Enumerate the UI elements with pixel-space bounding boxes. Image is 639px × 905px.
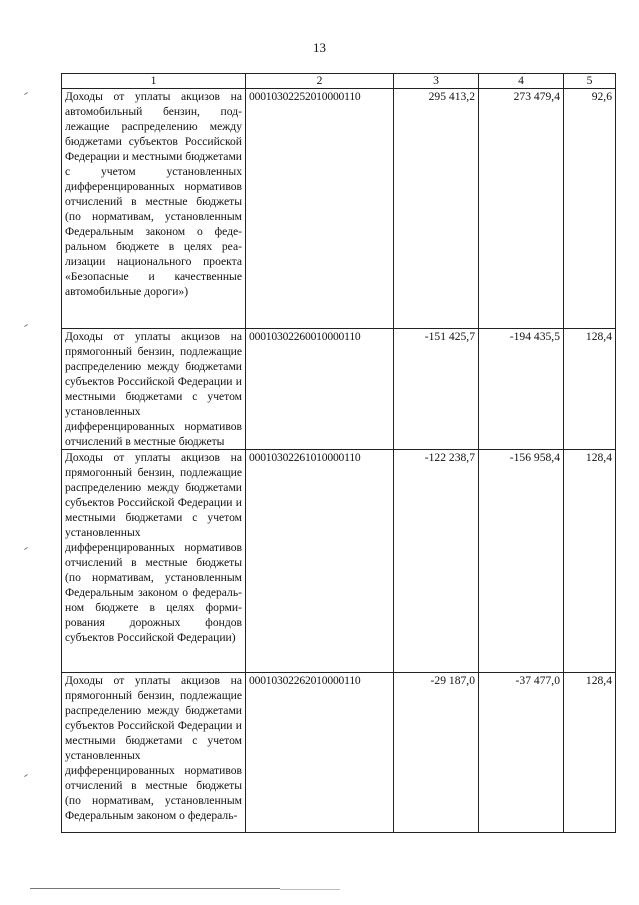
column-header-4: 4: [479, 74, 564, 89]
scan-mark: [24, 324, 28, 327]
scan-mark: [24, 547, 28, 550]
income-description: Доходы от уплаты акцизов на прямогонный бензин, подлежащие распределению между бюджетами субъектов Российской Федерации и местными бюджетами с учетом установленных дифференцированных нормативов отчислений в местные бюджеты (по нормативам, установленным Федеральным законом о федераль-: [62, 673, 246, 833]
budget-classification-code: 00010302252010000110: [246, 89, 394, 329]
value-column-3: -151 425,7: [394, 329, 479, 450]
scan-edge-line: [280, 889, 340, 890]
value-column-4: -156 958,4: [479, 450, 564, 673]
column-header-5: 5: [564, 74, 616, 89]
table-row: [62, 450, 616, 673]
value-column-5: 128,4: [564, 329, 616, 450]
column-header-1: 1: [62, 74, 246, 89]
table-row: [62, 329, 616, 450]
value-column-5: 128,4: [564, 450, 616, 673]
value-column-3: -29 187,0: [394, 673, 479, 833]
value-column-4: 273 479,4: [479, 89, 564, 329]
budget-classification-code: 00010302262010000110: [246, 673, 394, 833]
income-description: Доходы от уплаты акцизов на прямогонный бензин, подлежащие распределению между бюджетами субъектов Российской Федерации и местными бюджетами с учетом установленных дифференцированных нормативов отчислений в местные бюджеты: [62, 329, 246, 450]
scan-mark: [24, 92, 28, 95]
scan-edge-line: [30, 888, 280, 889]
value-column-3: 295 413,2: [394, 89, 479, 329]
revenue-table: [61, 73, 616, 833]
column-header-3: 3: [394, 74, 479, 89]
table-header: [62, 74, 616, 89]
budget-classification-code: 00010302260010000110: [246, 329, 394, 450]
value-column-4: -194 435,5: [479, 329, 564, 450]
value-column-5: 128,4: [564, 673, 616, 833]
scan-mark: [24, 774, 28, 777]
value-column-5: 92,6: [564, 89, 616, 329]
column-header-2: 2: [246, 74, 394, 89]
income-description: Доходы от уплаты акцизов на автомобильный бензин, подлежащие распределению между бюджетами субъектов Российской Федерации и местными бюджетами с учетом установленных дифференцированных нормативов отчислений в местные бюджеты (по нормативам, установленным Федеральным законом о федеральном бюджете в целях реализации национального проекта «Безопасные и качественные автомобильные дороги»): [62, 89, 246, 329]
table-row: [62, 673, 616, 833]
income-description: Доходы от уплаты акцизов на прямогонный бензин, подлежащие распределению между бюджетами субъектов Российской Федерации и местными бюджетами с учетом установленных дифференцированных нормативов отчислений в местные бюджеты (по нормативам, установленным Федеральным законом о федеральном бюджете в целях формирования дорожных фондов субъектов Российской Федерации): [62, 450, 246, 673]
page-number: 13: [313, 40, 326, 55]
table-row: [62, 89, 616, 329]
budget-classification-code: 00010302261010000110: [246, 450, 394, 673]
value-column-3: -122 238,7: [394, 450, 479, 673]
value-column-4: -37 477,0: [479, 673, 564, 833]
